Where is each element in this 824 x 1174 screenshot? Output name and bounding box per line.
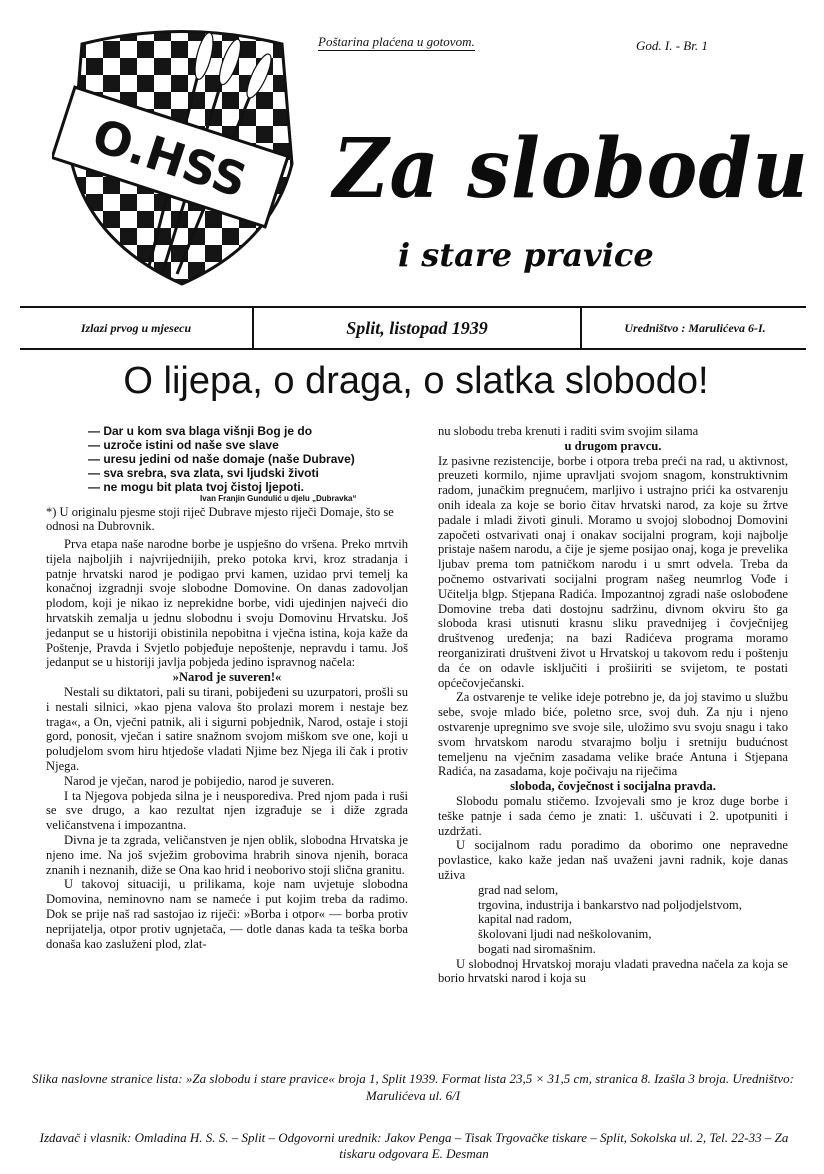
subheading: u drugom pravcu. — [564, 438, 662, 453]
place-date: Split, listopad 1939 — [346, 317, 488, 338]
newspaper-title: Za slobodu — [333, 120, 809, 217]
poem-line: — uresu jedini od naše domaje (naše Dubrave) — [88, 452, 355, 466]
editorial-address: Uredništvo : Marulićeva 6-I. — [580, 308, 808, 348]
article-column-right — [438, 424, 788, 986]
paragraph: Iz pasivne rezistencije, borbe i otpora treba preći na rad, u aktivnost, preuzeti kormilo, njime upravljati svojom snagom, konstruktivnim radom, junačkim pregnućem, marljivo i ustrajno prići ka ostvarenju onih ideala za koje se borio čitav hrvatski narod, za koje su žrtve padale i mladi životi ginuli. Moramo u svojoj slobodnoj Domovini započeti ostvarivati onaj i onakav socijalni program, koji najbolje pristaje našem narodu, a čije je sjeme posijao onaj, koga je prevelika ljubav prema tom patničkom narodu i u smrt odvela. Treba da počnemo ostvarivati socijalni program našeg neumrlog Vođe i Učitelja blgp. Stjepana Radića. Impozantnoj zgradi naše oslobođene Domovine treba dati dostojnu sadržinu, divnom okviru što ga sloboda krasi utisnuti krasnu sliku pravednijeg i čovječnijeg društvenog uređenja; na bazi Radićeva programa moramo reorganizirati društveni život u Hrvatskoj u takovom redu i poštenju da će on odavle isključiti i prošiiriti se svijetom, te postati općečovječanski. — [438, 453, 788, 690]
poem-quote — [88, 424, 413, 494]
paragraph: Narod je vječan, narod je pobijedio, narod je suveren. — [64, 773, 335, 788]
poem-line: — sva srebra, sva zlata, svi ljudski životi — [88, 466, 319, 480]
list-item: školovani ljudi nad neškolovanim, — [478, 927, 652, 942]
footnote: *) U originalu pjesme stoji riječ Dubrave mjesto riječi Domaje, što se odnosi na Dubrovnik. — [46, 505, 394, 533]
paragraph: U slobodnoj Hrvatskoj moraju vladati pravedna načela za koja se borio hrvatski narod i koja su — [438, 956, 788, 986]
list-item: grad nad selom, — [478, 882, 559, 897]
paragraph: U takovoj situaciji, u prilikama, koje nam uvjetuje slobodna Domovina, neminovno nam se nameće i put kojim treba da radimo. Dok se prije naš rad sastojao iz riječi: »Borba i otpor« — borba protiv neprijatelja, otpor protiv ugnjetača, — dotle danas kada ta teška borba donaša kao zasluženi plod, zlat- — [46, 877, 408, 951]
postage-note: Poštarina plaćena u gotovom. — [318, 34, 475, 49]
slogan: »Narod je suveren!« — [172, 670, 282, 685]
poem-line: — Dar u kom sva blaga višnji Bog je do — [88, 424, 313, 438]
motto: sloboda, čovječnost i socijalna pravda. — [510, 779, 716, 794]
hss-emblem-icon — [52, 24, 312, 294]
poem-line: — ne mogu bit plata tvoj čistoj ljepoti. — [88, 480, 305, 494]
poem-line: — uzroče istini od naše sve slave — [88, 438, 279, 452]
publisher-info: Izdavač i vlasnik: Omladina H. S. S. – Split – Odgovorni urednik: Jakov Penga – Tisak Trgovačke tiskare – Split, Sokolska ul. 2, Tel. 22-33 – Za tiskaru odgovara E. Desman — [39, 1130, 789, 1161]
paragraph: Slobodu pomalu stičemo. Izvojevali smo je kroz duge borbe i teške patnje i sada ćemo je znati: 1. uščuvati i 2. upotpuniti i uzdržati. — [438, 793, 788, 838]
list-item: kapital nad radom, — [478, 912, 573, 927]
list-item: trgovina, industrija i bankarstvo nad poljodjelstvom, — [478, 897, 742, 912]
info-band — [20, 306, 806, 350]
article-headline: O lijepa, o draga, o slatka slobodo! — [123, 360, 709, 402]
paragraph: Divna je ta zgrada, veličanstven je njen oblik, slobodna Hrvatska je njeno ime. Na još svježim grobovima hrabrih sinova njenih, boraca znanih i neznanih, diže se Ona kao hrid i neoborivo stoji slična granitu. — [46, 832, 408, 877]
paragraph: U socijalnom radu poradimo da oborimo one nepravedne povlastice, kako kaže jedan naš uvaženi javni radnik, koje danas uživa — [438, 838, 788, 882]
paragraph: Nestali su diktatori, pali su tirani, pobijeđeni su uzurpatori, prošli su i nestali silnici, »kao pjena valova što prolazi morem i nestaje bez traga«, a On, vječni patnik, ali i sigurni pobjednik, Narod, ostaje i stoji gord, ponosit, vječan i satire snažnom svojom miškom sve one, koji u poludjelom svom hiru htjedoše vladati Njime bez Njega ili čak i protiv Njega. — [46, 684, 408, 773]
paragraph: Za ostvarenje te velike ideje potrebno je, da joj stavimo u službu sebe, svoje mlado biće, poletno srce, svoj duh. Za nju i njeno ostvarenje upregnimo sve svoje sile, uložimo svu svoju snagu i tako svom hrvatskom narodu stvarajmo bolju i sretniju budućnost temeljenu na vječnim zasadama velike braće Antuna i Stjepana Radića, na zasadama, koje počivaju na riječima — [438, 690, 788, 779]
poem-attribution: Ivan Franjin Gundulić u djelu „Dubravka“ — [200, 494, 357, 503]
paragraph: Prva etapa naše narodne borbe je uspješno do vršena. Preko mrtvih tijela najboljih i najvrijednijih, preko potoka krvi, kroz stradanja i patnje hrvatski narod je podigao prvi kamen, uzidao prvi temelj ka konačnoj izgradnji svoje slobodne Domovine. On danas zadovoljan plodom, koji je nikao iz neprekidne borbe, vidi ujedinjen najveći dio hrvatskih zemalja u jednu slobodnu i svoju Domovinu Hrvatsku. Još jedanput se u historiji obistinila nepobitna i vječna istina, koja kaže da Poštenje, Pravda i Svjetlo pobjeđuje nepoštenje, nepravdu i tamu. Još jedanput se u historiji javlja pobjeda jedino ispravnog načela: — [46, 537, 408, 670]
paragraph: nu slobodu treba krenuti i raditi svim svojim silama — [438, 424, 699, 438]
list-item: bogati nad siromašnim. — [478, 941, 596, 956]
svg-text:O.HSS: O.HSS — [86, 107, 254, 209]
paragraph: I ta Njegova pobjeda silna je i neusporediva. Pred njom pada i ruši se sve drugo, a kao rezultat njen izgrađuje se i diže zgrada veličanstvena i impozantna. — [46, 788, 408, 833]
publication-frequency: Izlazi prvog u mjesecu — [20, 308, 254, 348]
article-column-left — [46, 537, 408, 951]
issue-number: God. I. - Br. 1 — [636, 38, 708, 53]
newspaper-subtitle: i stare pravice — [398, 236, 654, 274]
image-caption: Slika naslovne stranice lista: »Za slobodu i stare pravice« broja 1, Split 1939. Format lista 23,5 × 31,5 cm, stranica 8. Izašla 3 broja. Uredništvo: Marulićeva ul. 6/I — [32, 1071, 794, 1103]
